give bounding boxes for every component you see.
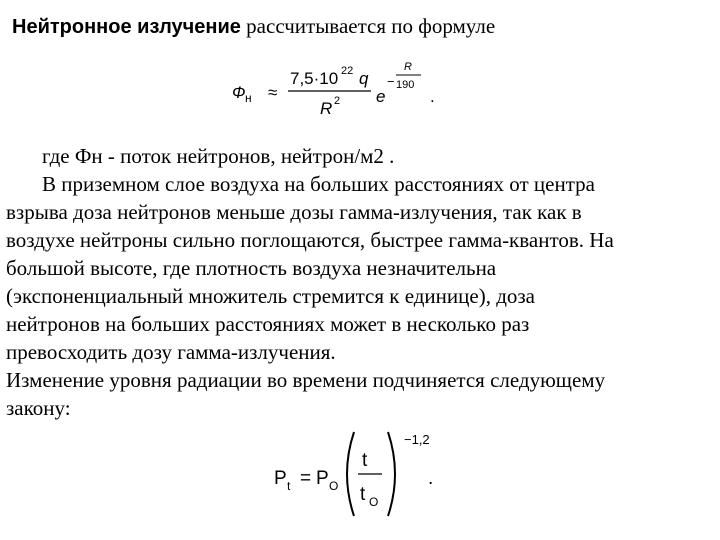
f2-frac-den-sub: O bbox=[369, 495, 379, 509]
neutron-flux-formula bbox=[228, 60, 458, 124]
f1-exp-den: 190 bbox=[396, 79, 415, 91]
f1-lhs-sub: н bbox=[245, 91, 252, 105]
f1-denominator-var: R bbox=[320, 99, 333, 118]
heading bbox=[12, 14, 495, 39]
f1-numerator-coef: 7,5·10 bbox=[290, 69, 339, 88]
f2-p0: P bbox=[316, 468, 329, 489]
f1-approx: ≈ bbox=[268, 83, 278, 102]
f1-exp-num: R bbox=[404, 61, 412, 73]
paragraph-line-3: взрыва доза нейтронов меньше дозы гамма-излучения, так как в bbox=[6, 200, 582, 224]
f2-lhs: P bbox=[274, 468, 287, 489]
f1-lhs-symbol: Ф bbox=[232, 83, 246, 102]
paragraph-line-1: где Фн - поток нейтронов, нейтрон/м2 . bbox=[42, 144, 395, 168]
f1-denominator-exp: 2 bbox=[334, 95, 341, 107]
f1-exp-base: e bbox=[376, 87, 386, 106]
f2-eq: = bbox=[300, 468, 312, 489]
f2-left-paren bbox=[347, 432, 354, 516]
paragraph-line-4: воздухе нейтроны сильно поглощаются, быстрее гамма-квантов. На bbox=[6, 228, 614, 252]
paragraph-line-2: В приземном слое воздуха на больших расстояниях от центра bbox=[42, 172, 595, 196]
paragraph-line-5: большой высоте, где плотность воздуха незначительна bbox=[6, 256, 497, 280]
f1-end-mark: . bbox=[430, 87, 435, 106]
radiation-decay-formula bbox=[268, 420, 458, 520]
heading-bold-term: Нейтронное излучение bbox=[12, 16, 241, 38]
heading-rest: рассчитывается по формуле bbox=[240, 14, 496, 38]
paragraph-line-8: превосходить дозу гамма-излучения. bbox=[6, 340, 336, 364]
f2-end-mark: . bbox=[428, 468, 434, 489]
f1-numerator-exp: 22 bbox=[341, 65, 354, 77]
paragraph-line-9: Изменение уровня радиации во времени подчиняется следующему bbox=[6, 368, 606, 392]
f2-frac-num: t bbox=[362, 450, 368, 471]
f2-p0-sub: O bbox=[329, 479, 339, 493]
paragraph-line-7: нейтронов на больших расстояниях может в несколько раз bbox=[6, 312, 530, 336]
f1-numerator-var: q bbox=[359, 69, 369, 88]
f2-frac-den: t bbox=[360, 484, 366, 505]
paragraph-line-10: закону: bbox=[6, 396, 71, 420]
f2-power: −1,2 bbox=[404, 432, 430, 447]
f2-lhs-sub: t bbox=[287, 479, 291, 493]
f1-exp-sign: − bbox=[387, 74, 395, 89]
paragraph-line-6: (экспоненциальный множитель стремится к единице), доза bbox=[6, 284, 535, 308]
f2-right-paren bbox=[388, 432, 395, 516]
